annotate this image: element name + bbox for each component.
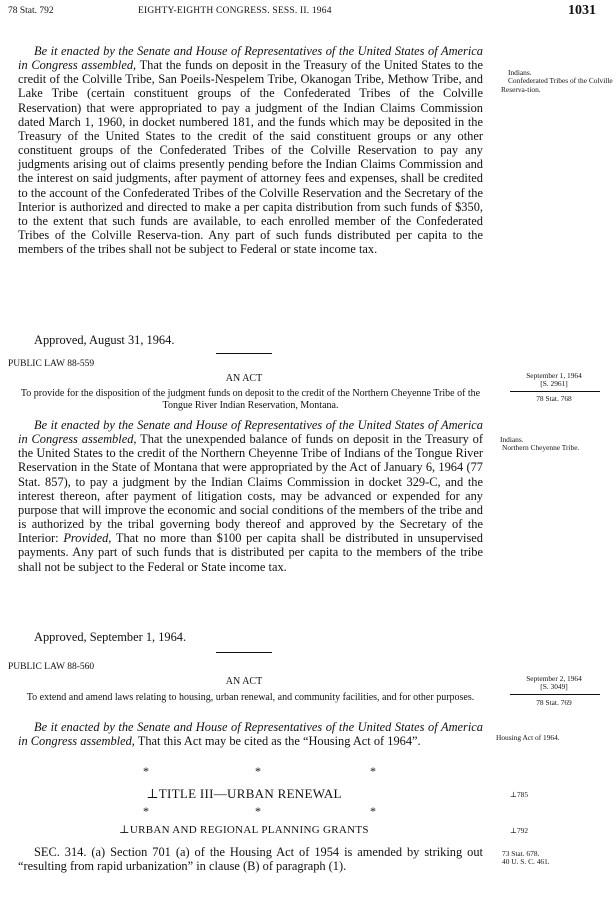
- margin-stat-768: 78 Stat. 768: [536, 394, 572, 403]
- enacting-clause: Be it enacted by the Senate and House of Representatives of the United States of America in Congress assembled,: [18, 44, 483, 73]
- margin-note-cheyenne: [496, 436, 614, 453]
- section-314: SEC. 314. (a) Section 701 (a) of the Housing Act of 1954 is amended by striking out “resulting from rapid urbanization” in clause (B) of paragraph (1).: [18, 845, 483, 874]
- public-law-88-559-label: PUBLIC LAW 88-559: [8, 359, 95, 369]
- approved-september-1: Approved, September 1, 1964.: [34, 630, 187, 644]
- running-header-left: 78 Stat. 792: [8, 6, 54, 16]
- northern-cheyenne-act-text: [18, 418, 483, 574]
- star: *: [255, 764, 261, 778]
- margin-divider: [510, 391, 600, 392]
- enacting-clause: Be it enacted by the Senate and House of Representatives of the United States of America in Congress assembled,: [18, 720, 483, 749]
- margin-note-colville: [496, 69, 614, 94]
- star: *: [143, 804, 149, 818]
- section-divider: [216, 353, 272, 354]
- margin-date-sept-1: September 1, 1964: [526, 371, 582, 380]
- cheyenne-body-b: That no more than $100 per capita shall be distributed in unsupervised payments. Any part of such funds that is distributed per capita to the members of the tribe shall not be subject to the Federal or State income tax.: [18, 531, 483, 574]
- margin-bill-s2961: [S. 2961]: [540, 379, 568, 389]
- margin-law-559-date: [496, 372, 612, 389]
- star: *: [255, 804, 261, 818]
- margin-bill-s3049: [S. 3049]: [540, 682, 568, 692]
- star: *: [143, 764, 149, 778]
- margin-housing-act: Housing Act of 1964.: [496, 733, 560, 742]
- margin-73-stat-678: 73 Stat. 678.: [502, 849, 540, 858]
- margin-date-sept-2: September 2, 1964: [526, 674, 582, 683]
- planning-grants-subheading: ⊥URBAN AND REGIONAL PLANNING GRANTS: [119, 824, 369, 836]
- star: *: [370, 804, 376, 818]
- enacting-clause: Be it enacted by the Senate and House of Representatives of the United States of America in Congress assembled,: [18, 418, 483, 447]
- housing-short-title: That this Act may be cited as the “Housing Act of 1964”.: [134, 734, 421, 749]
- colville-act-text: [18, 44, 483, 256]
- margin-confederated-tribes: Confederated Tribes of the Colville Reserva-tion.: [501, 76, 613, 94]
- margin-indians: Indians.: [500, 435, 524, 444]
- section-divider: [216, 652, 272, 653]
- margin-sec-314-citations: [496, 850, 616, 867]
- star: *: [370, 764, 376, 778]
- public-law-88-560-label: PUBLIC LAW 88-560: [8, 662, 95, 672]
- an-act-heading: AN ACT: [225, 676, 263, 687]
- margin-northern-cheyenne: Northern Cheyenne Tribe.: [502, 443, 580, 453]
- margin-792: ⊥792: [510, 826, 529, 835]
- margin-stat-769: 78 Stat. 769: [536, 698, 572, 707]
- margin-40-usc-461: 40 U. S. C. 461.: [502, 857, 550, 867]
- colville-body: That the funds on deposit in the Treasury of the United States to the credit of the Colville Tribe, San Poeils-Nespelem Tribe, Okanogan Tribe, Methow Tribe, and Lake Tribe (certain constituent groups of the Confederated Tribes of the Colville Reservation) that were appropriated to pay a judgment of the Indian Claims Commission dated March 1, 1960, in docket numbered 181, and the funds which may be deposited in the Treasury of the United States to the credit of the said constituent groups or any other constituent groups of the Confederated Tribes of the Colville Reservation to pay any judgments arising out of claims presently pending before the Indian Claims Commission and the interest on said judgments, after payment of attorney fees and expenses, shall be credited to the account of the Confederated Tribes of the Colville Reservation and the Secretary of the Interior is authorized and directed to make a per capita distribution from such funds of $350, to the extent that such funds are available, to each enrolled member of the Confederated Tribes of the Colville Reserva-tion. Any part of such funds distributed per capita to the members of the tribes shall not be subject to Federal or state income tax.: [18, 58, 483, 257]
- law-559-purpose: To provide for the disposition of the judgment funds on deposit to the credit of the Northern Cheyenne Tribe of the Tongue River Indian Reservation, Montana.: [20, 388, 481, 411]
- cheyenne-body-a: That the unexpended balance of funds on deposit in the Treasury of the United States to the credit of the Northern Cheyenne Tribe of Indians of the Tongue River Reservation in the State of Montana that were appropriated by the Act of January 6, 1964 (77 Stat. 857), to pay a judgment by the Indian Claims Commission in docket 329-C, and the interest thereon, after payment of litigation costs, may be advanced or expended for any purpose that will improve the economic and social conditions of the members of the tribe and is authorized by the tribal governing body thereof and approved by the Secretary of the Interior:: [18, 432, 484, 546]
- page-number: 1031: [568, 3, 596, 18]
- margin-divider: [510, 694, 600, 695]
- approved-august-31: Approved, August 31, 1964.: [34, 333, 175, 347]
- law-560-purpose: To extend and amend laws relating to housing, urban renewal, and community facilities, and for other purposes.: [26, 692, 475, 703]
- margin-law-560-date: [496, 675, 612, 692]
- margin-785: ⊥785: [510, 790, 529, 799]
- margin-indians: Indians.: [508, 68, 532, 77]
- section-314-text: [18, 845, 483, 873]
- an-act-heading: AN ACT: [225, 373, 263, 384]
- proviso: Provided,: [63, 531, 112, 546]
- housing-act-enacting-text: [18, 720, 483, 748]
- title-iii-heading: ⊥TITLE III—URBAN RENEWAL: [146, 786, 342, 801]
- running-header-center: EIGHTY-EIGHTH CONGRESS. SESS. II. 1964: [138, 6, 332, 16]
